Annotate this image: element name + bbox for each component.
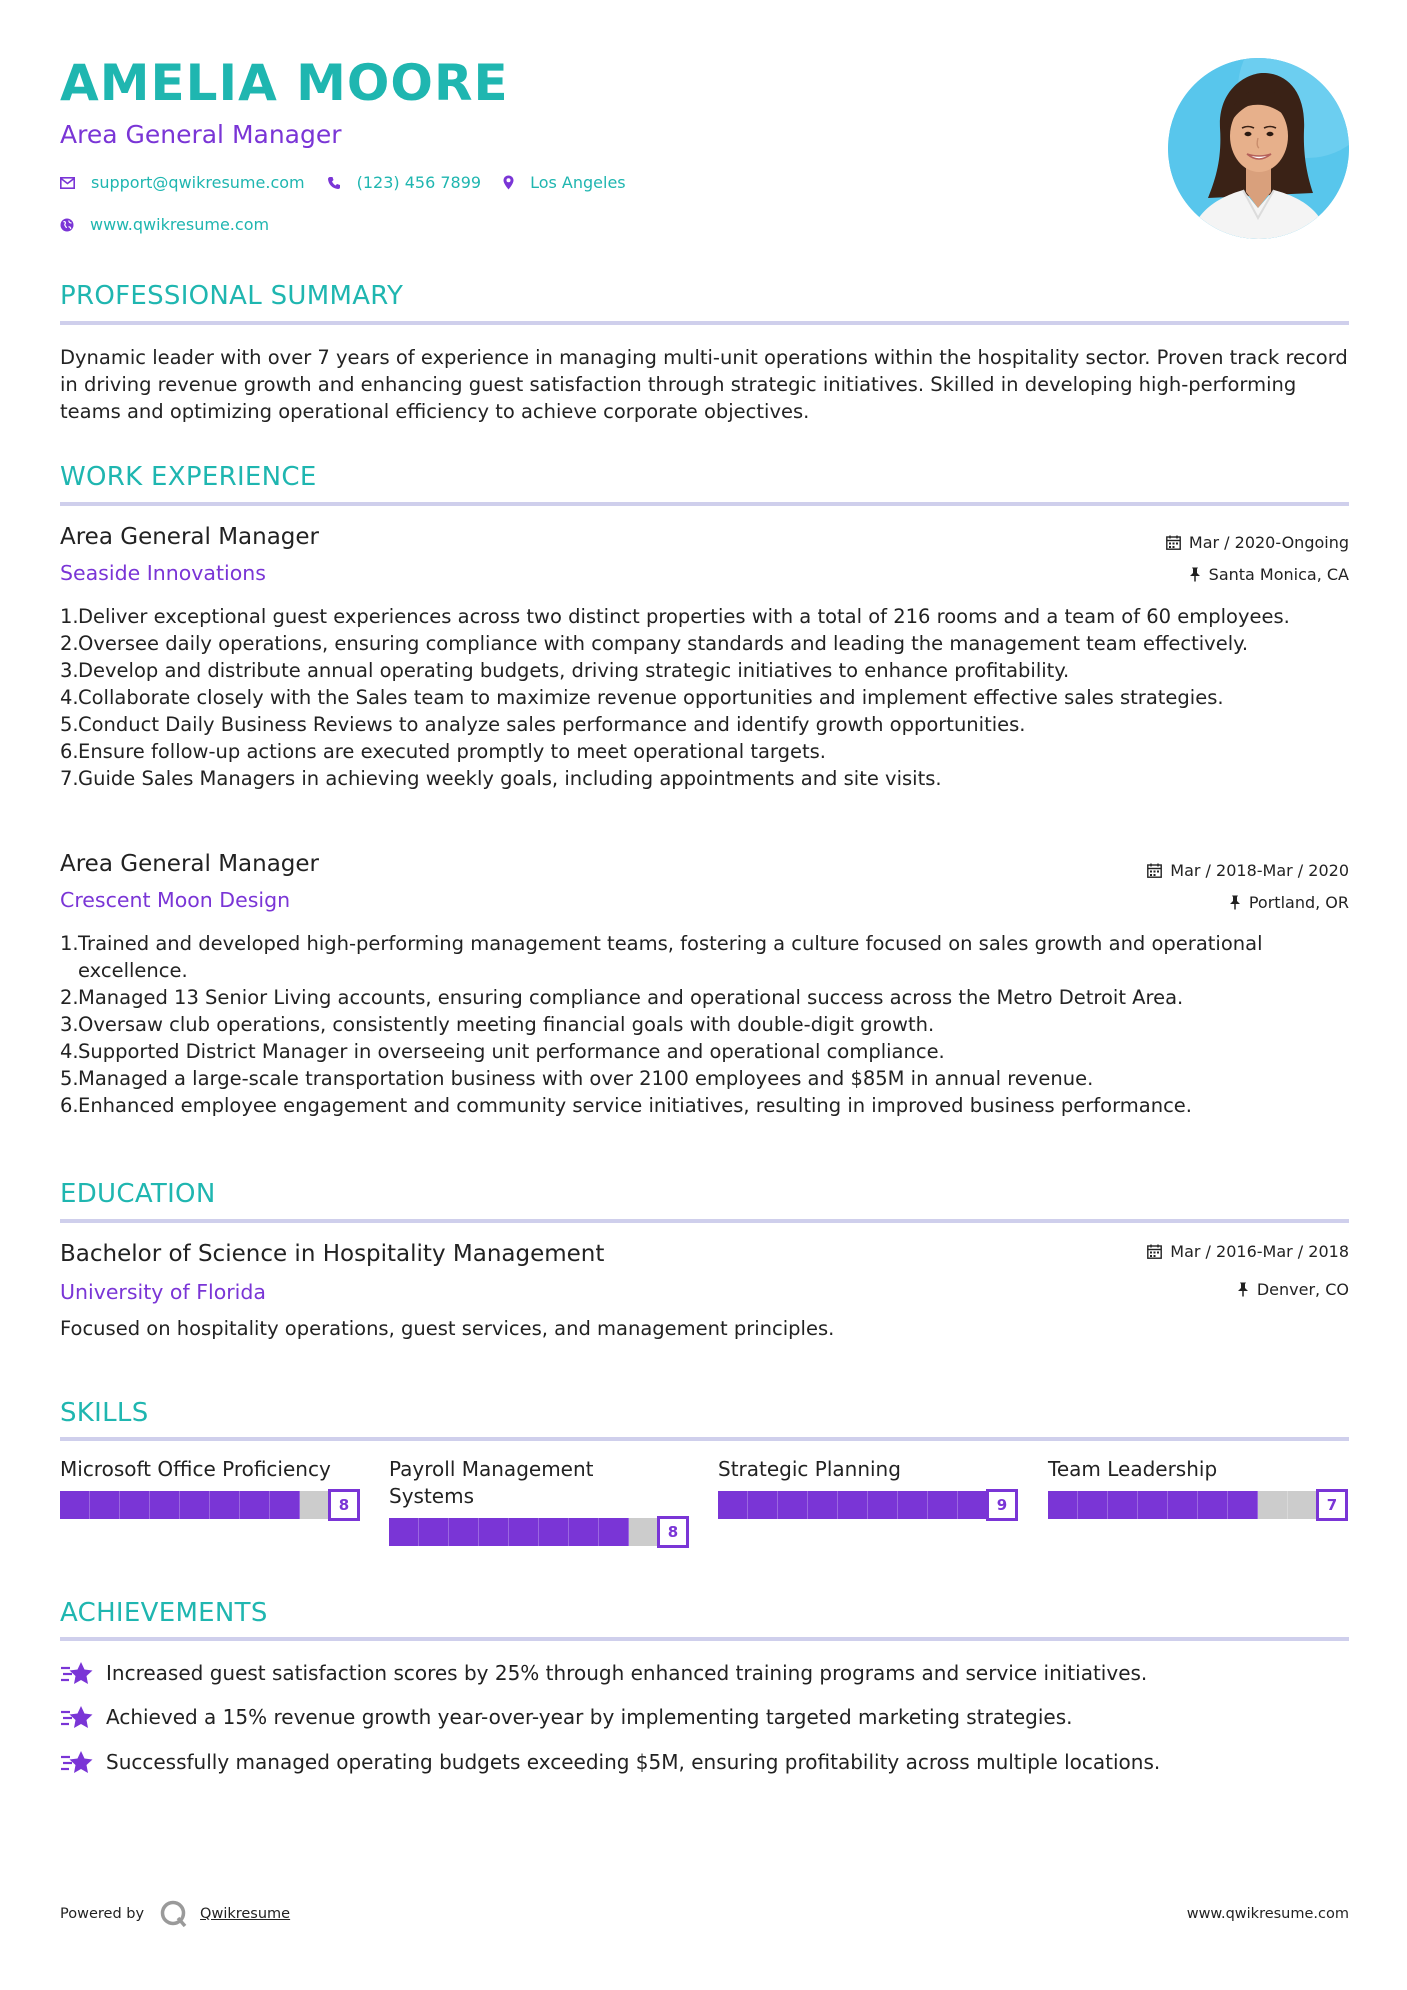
powered-by-label: Powered by <box>60 1906 145 1922</box>
job-dates-text: Mar / 2018-Mar / 2020 <box>1170 861 1349 880</box>
list-item: Ensure follow-up actions are executed promptly to meet operational targets. <box>78 740 826 763</box>
phone-icon <box>327 176 341 190</box>
skill-track <box>1048 1491 1348 1519</box>
skill-item <box>718 1456 1018 1517</box>
skill-segment-filled <box>718 1491 748 1519</box>
skill-track <box>718 1491 1018 1519</box>
contact-email[interactable] <box>60 173 305 192</box>
pushpin-icon <box>1189 567 1201 582</box>
job-location-text: Portland, OR <box>1248 893 1349 912</box>
skill-item <box>389 1456 689 1544</box>
skill-level-bar <box>389 1516 689 1544</box>
skill-segment-filled <box>958 1491 988 1519</box>
achievement-text: Increased guest satisfaction scores by 25% through enhanced training programs and service initiatives. <box>106 1661 1148 1685</box>
skill-segment-filled <box>180 1491 210 1519</box>
calendar-icon <box>1147 1244 1162 1259</box>
list-item: Supported District Manager in overseeing unit performance and operational compliance. <box>78 1040 945 1063</box>
section-divider <box>60 1637 1349 1641</box>
skill-score: 7 <box>1316 1489 1348 1521</box>
skill-segment-filled <box>90 1491 120 1519</box>
skill-track <box>60 1491 360 1519</box>
skill-segment-filled <box>1078 1491 1108 1519</box>
skill-segment-empty <box>629 1518 659 1546</box>
skill-level-bar <box>60 1489 360 1517</box>
skill-segment-filled <box>599 1518 629 1546</box>
pushpin-icon <box>1229 895 1241 910</box>
skill-segment-filled <box>1048 1491 1078 1519</box>
skill-segment-filled <box>1168 1491 1198 1519</box>
skill-segment-filled <box>928 1491 958 1519</box>
skill-segment-filled <box>120 1491 150 1519</box>
job-title: Area General Manager <box>60 851 320 877</box>
section-divider <box>60 502 1349 506</box>
education-description: Focused on hospitality operations, guest services, and management principles. <box>60 1317 835 1340</box>
skills-heading: SKILLS <box>60 1398 149 1428</box>
education-heading: EDUCATION <box>60 1179 216 1209</box>
contact-row <box>60 173 648 192</box>
skill-segment-filled <box>419 1518 449 1546</box>
list-item: Trained and developed high-performing management teams, fostering a culture focused on sales growth and operational excellence. <box>78 932 1263 982</box>
skill-segment-filled <box>60 1491 90 1519</box>
skill-name: Strategic Planning <box>718 1457 901 1481</box>
job-dates <box>1166 533 1349 552</box>
skill-name: Microsoft Office Proficiency <box>60 1457 331 1481</box>
skill-level-bar <box>718 1489 1018 1517</box>
job-company: Crescent Moon Design <box>60 888 291 912</box>
skill-segment-filled <box>509 1518 539 1546</box>
skill-segment-filled <box>1138 1491 1168 1519</box>
globe-icon <box>60 218 74 232</box>
skill-item <box>60 1456 360 1517</box>
section-divider <box>60 321 1349 325</box>
school-name: University of Florida <box>60 1280 266 1304</box>
education-dates <box>1147 1242 1349 1261</box>
calendar-icon <box>1166 535 1181 550</box>
skill-segment-filled <box>389 1518 419 1546</box>
skill-name: Team Leadership <box>1048 1457 1218 1481</box>
profile-photo <box>1168 58 1349 239</box>
skill-segment-empty <box>1288 1491 1318 1519</box>
shooting-star-icon <box>60 1704 94 1730</box>
job-dates-text: Mar / 2020-Ongoing <box>1188 533 1349 552</box>
contact-row-website <box>60 215 291 234</box>
shooting-star-icon <box>60 1660 94 1686</box>
job-company: Seaside Innovations <box>60 561 266 585</box>
skill-segment-filled <box>808 1491 838 1519</box>
list-item: Guide Sales Managers in achieving weekly goals, including appointments and site visits. <box>78 767 942 790</box>
list-item: Conduct Daily Business Reviews to analyze sales performance and identify growth opportunities. <box>78 713 1026 736</box>
job-title: Area General Manager <box>60 524 320 550</box>
contact-location <box>503 173 626 192</box>
achievement-text: Achieved a 15% revenue growth year-over-year by implementing targeted marketing strategies. <box>106 1705 1073 1729</box>
achievement-item <box>60 1660 1147 1686</box>
education-dates-text: Mar / 2016-Mar / 2018 <box>1170 1242 1349 1261</box>
skill-segment-filled <box>868 1491 898 1519</box>
section-divider <box>60 1437 1349 1441</box>
phone-text: (123) 456 7899 <box>356 173 482 192</box>
skill-segment-filled <box>1228 1491 1258 1519</box>
achievement-item <box>60 1749 1160 1775</box>
skill-segment-filled <box>569 1518 599 1546</box>
list-item: Develop and distribute annual operating budgets, driving strategic initiatives to enhance profitability. <box>78 659 1070 682</box>
list-item: Managed a large-scale transportation business with over 2100 employees and $85M in annual revenue. <box>78 1067 1094 1090</box>
degree-title: Bachelor of Science in Hospitality Management <box>60 1241 605 1267</box>
skill-score: 8 <box>657 1516 689 1548</box>
skill-segment-filled <box>898 1491 928 1519</box>
job-location <box>1229 893 1349 912</box>
footer-powered-by <box>60 1900 290 1928</box>
job-duties-list <box>60 930 1349 1119</box>
list-item: Oversaw club operations, consistently meeting financial goals with double-digit growth. <box>78 1013 935 1036</box>
education-location-text: Denver, CO <box>1256 1280 1349 1299</box>
envelope-icon <box>60 177 75 189</box>
skill-segment-filled <box>210 1491 240 1519</box>
summary-heading: PROFESSIONAL SUMMARY <box>60 281 404 311</box>
list-item: Enhanced employee engagement and community service initiatives, resulting in improved business performance. <box>78 1094 1192 1117</box>
skill-score: 8 <box>328 1489 360 1521</box>
experience-heading: WORK EXPERIENCE <box>60 462 317 492</box>
skill-segment-filled <box>778 1491 808 1519</box>
skill-segment-filled <box>150 1491 180 1519</box>
section-divider <box>60 1219 1349 1223</box>
achievement-item <box>60 1704 1072 1730</box>
summary-text: Dynamic leader with over 7 years of experience in managing multi-unit operations within the hospitality sector. Proven track record in driving revenue growth and enhancing guest satisfaction through strategic initiatives. Skilled in developing high-performing teams and optimizing operational efficiency to achieve corporate objectives. <box>60 346 1348 423</box>
education-location <box>1237 1280 1349 1299</box>
email-text: support@qwikresume.com <box>91 173 305 192</box>
list-item: Oversee daily operations, ensuring compliance with company standards and leading the management team effectively. <box>78 632 1249 655</box>
skill-segment-empty <box>1258 1491 1288 1519</box>
skill-segment-filled <box>270 1491 300 1519</box>
qwikresume-link[interactable]: Qwikresume <box>200 1906 291 1922</box>
shooting-star-icon <box>60 1749 94 1775</box>
qwikresume-logo-icon <box>160 1900 188 1928</box>
footer-website[interactable]: www.qwikresume.com <box>1186 1906 1349 1922</box>
job-location <box>1189 565 1349 584</box>
skill-segment-filled <box>479 1518 509 1546</box>
skill-segment-filled <box>1198 1491 1228 1519</box>
skill-segment-filled <box>838 1491 868 1519</box>
skill-score: 9 <box>986 1489 1018 1521</box>
skill-segment-filled <box>748 1491 778 1519</box>
skill-track <box>389 1518 689 1546</box>
pushpin-icon <box>1237 1282 1249 1297</box>
contact-website[interactable] <box>60 215 269 234</box>
map-pin-icon <box>503 175 514 190</box>
list-item: Managed 13 Senior Living accounts, ensuring compliance and operational success across the Metro Detroit Area. <box>78 986 1184 1009</box>
calendar-icon <box>1147 863 1162 878</box>
job-duties-list <box>60 603 1349 792</box>
skill-segment-filled <box>539 1518 569 1546</box>
achievements-heading: ACHIEVEMENTS <box>60 1598 268 1628</box>
website-text: www.qwikresume.com <box>90 215 270 234</box>
location-text: Los Angeles <box>530 173 626 192</box>
list-item: Deliver exceptional guest experiences across two distinct properties with a total of 216 rooms and a team of 60 employees. <box>78 605 1290 628</box>
skill-item <box>1048 1456 1348 1517</box>
contact-phone[interactable] <box>327 173 481 192</box>
achievement-text: Successfully managed operating budgets exceeding $5M, ensuring profitability across multiple locations. <box>106 1750 1161 1774</box>
list-item: Collaborate closely with the Sales team to maximize revenue opportunities and implement effective sales strategies. <box>78 686 1224 709</box>
skill-name: Payroll Management Systems <box>389 1457 594 1508</box>
skill-segment-filled <box>1108 1491 1138 1519</box>
skill-segment-filled <box>449 1518 479 1546</box>
job-location-text: Santa Monica, CA <box>1208 565 1349 584</box>
job-dates <box>1147 861 1349 880</box>
skill-level-bar <box>1048 1489 1348 1517</box>
candidate-title: Area General Manager <box>60 120 342 149</box>
skill-segment-filled <box>240 1491 270 1519</box>
skill-segment-empty <box>300 1491 330 1519</box>
candidate-name: AMELIA MOORE <box>60 54 509 112</box>
